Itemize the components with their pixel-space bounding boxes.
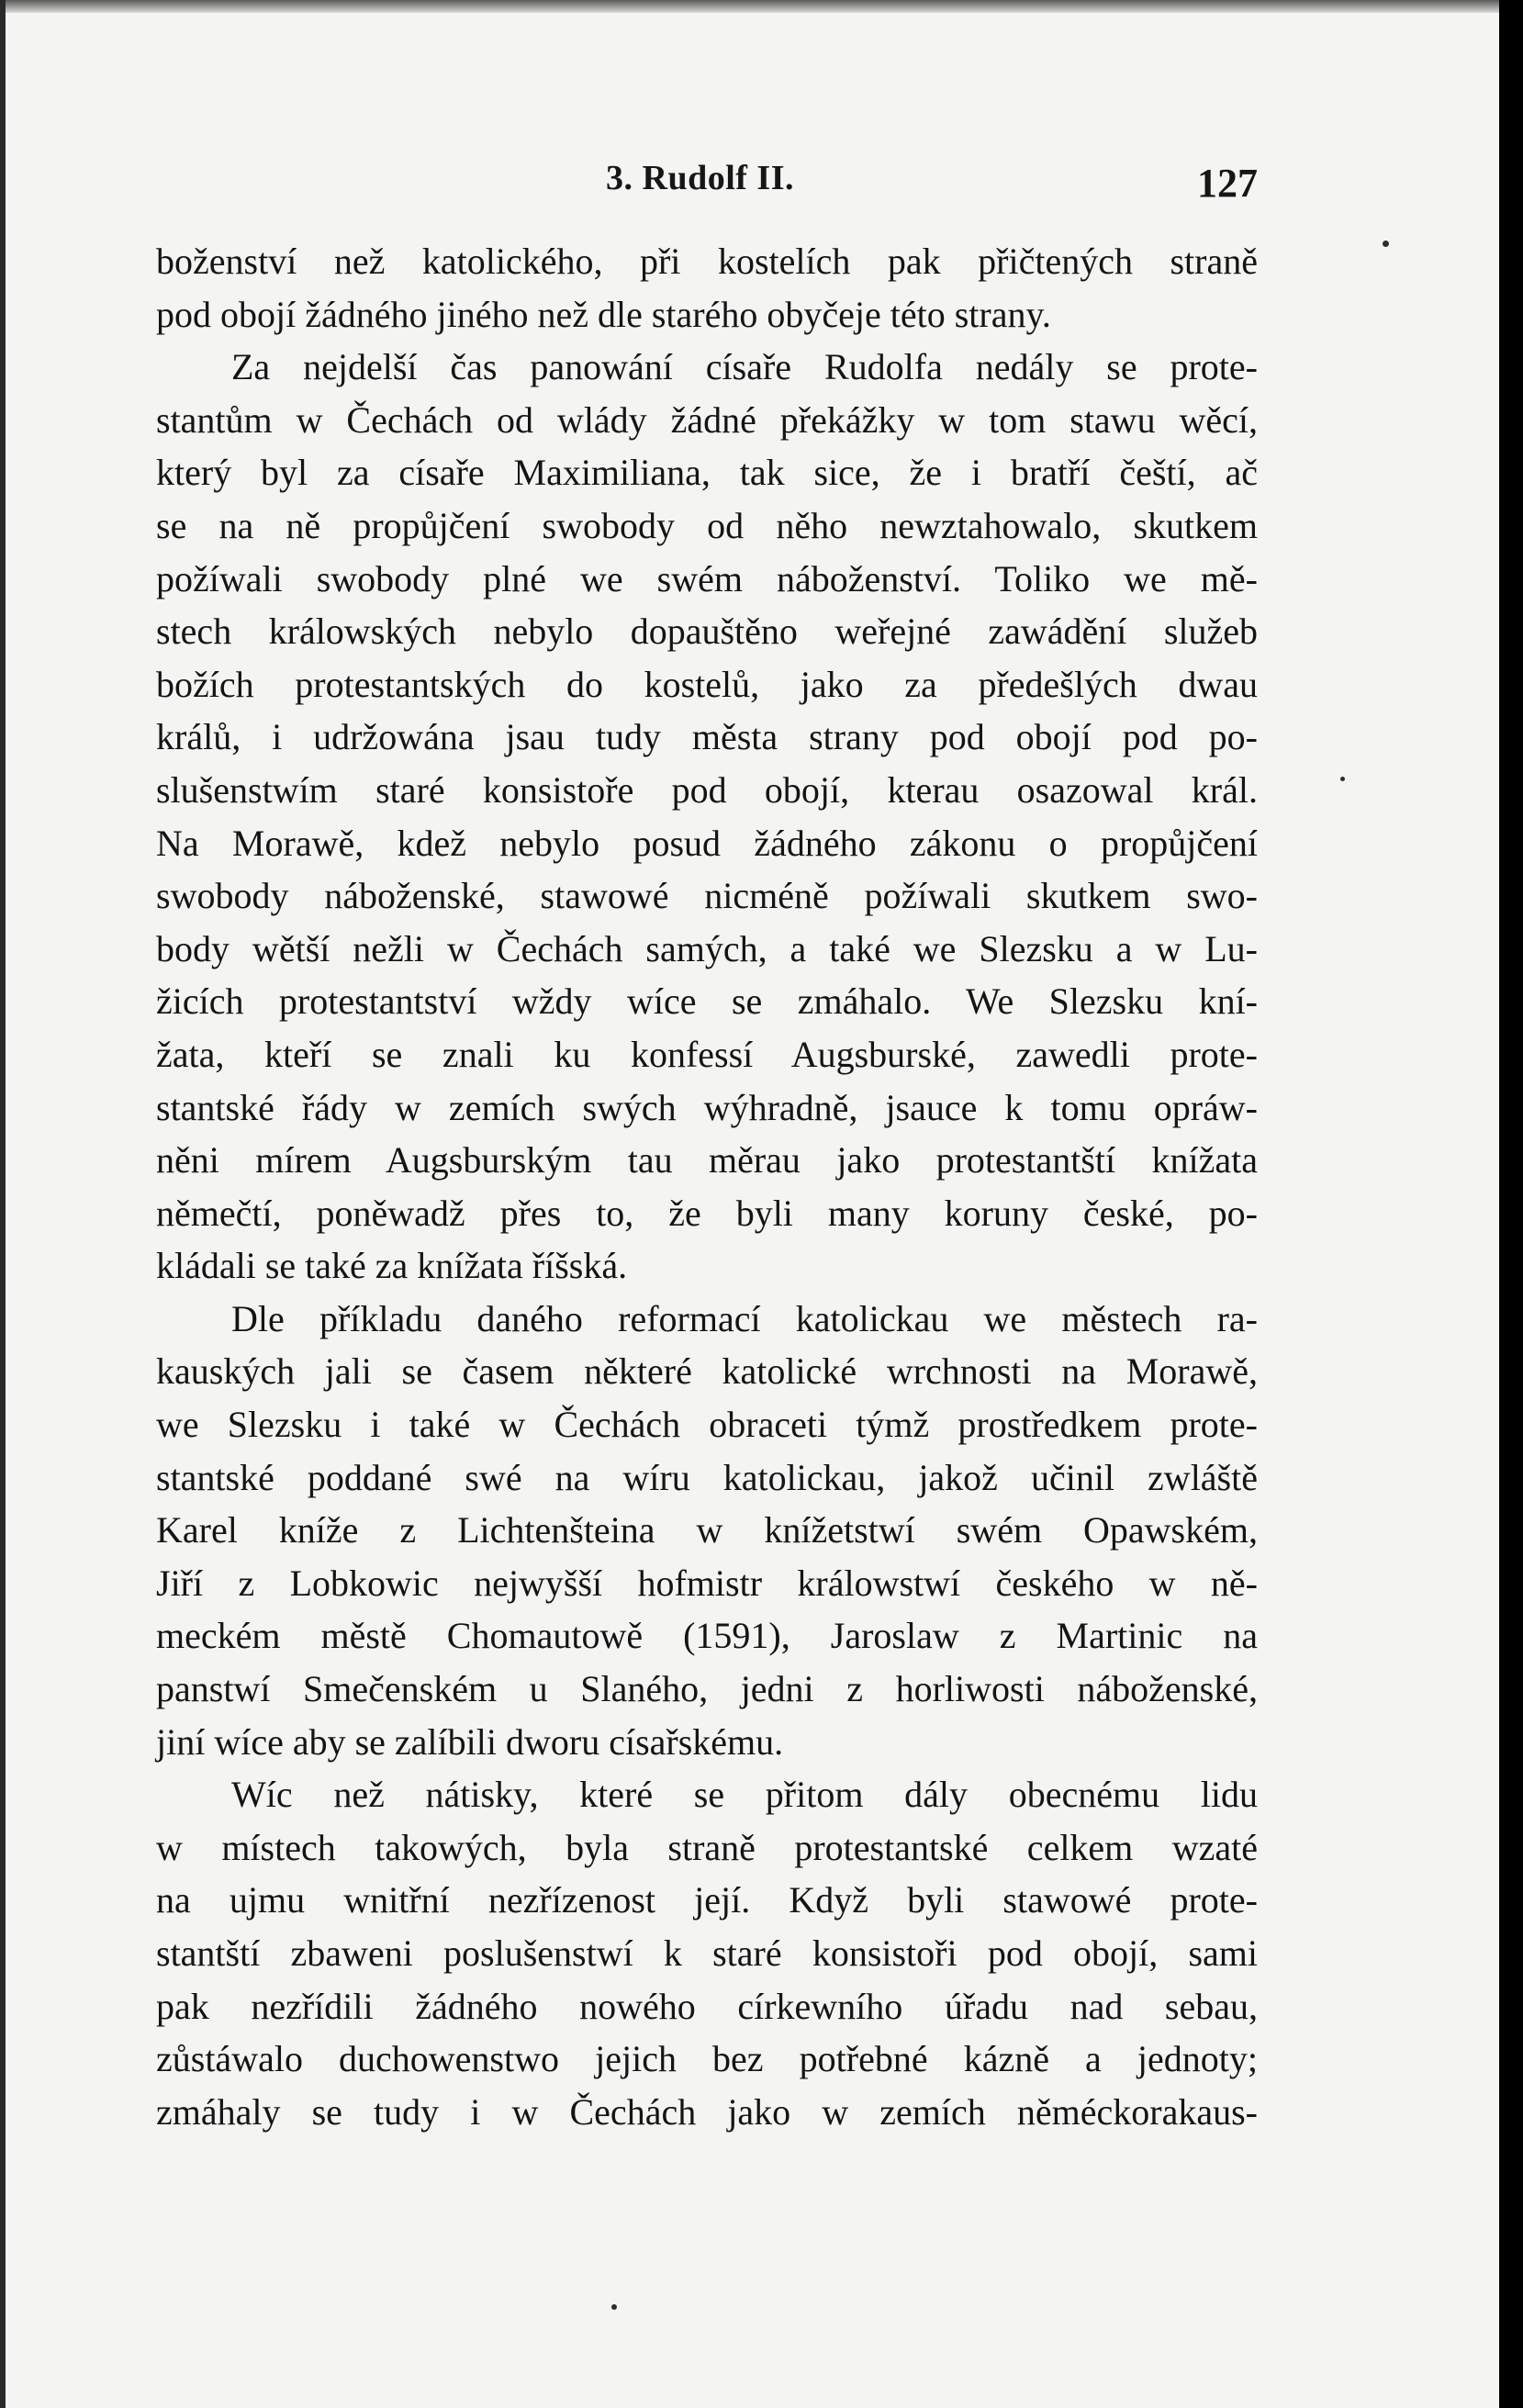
text-line: žata, kteří se znali ku konfessí Augsburské, zawedli prote- (156, 1033, 1258, 1075)
text-line: se na ně propůjčení swobody od něho newztahowalo, skutkem (156, 504, 1258, 546)
text-line: božích protestantských do kostelů, jako za předešlých dwau (156, 663, 1258, 705)
scan-speck (1340, 777, 1345, 781)
text-line: w místech takowých, byla straně protestantské celkem wzaté (156, 1826, 1258, 1868)
text-line: body wětší nežli w Čechách samých, a také we Slezsku a w Lu- (156, 927, 1258, 969)
scan-edge-right (1499, 0, 1523, 2408)
text-line: meckém městě Chomautowě (1591), Jaroslaw z Martinic na (156, 1615, 1258, 1657)
text-line: panstwí Smečenském u Slaného, jedni z horliwosti náboženské, (156, 1668, 1258, 1710)
text-line: kauských jali se časem některé katolické wrchnosti na Morawě, (156, 1350, 1258, 1393)
scan-speck (1383, 241, 1389, 247)
text-line: něni mírem Augsburským tau měrau jako protestantští knížata (156, 1139, 1258, 1182)
text-line: pod obojí žádného jiného než dle starého obyčeje této strany. (156, 293, 1051, 335)
text-line: swobody náboženské, stawowé nicméně požíwali skutkem swo- (156, 875, 1258, 917)
text-line: slušenstwím staré konsistoře pod obojí, kterau osazowal král. (156, 768, 1258, 811)
scan-edge-top (0, 0, 1523, 13)
text-line: žicích protestantství wždy wíce se zmáhalo. We Slezsku kní- (156, 980, 1258, 1023)
text-line: Dle příkladu daného reformací katolickau we městech ra- (231, 1297, 1258, 1339)
text-line: králů, i udržowána jsau tudy města strany pod obojí pod po- (156, 716, 1258, 758)
page-number: 127 (1197, 161, 1258, 206)
text-line: stantské řády w zemích swých wýhradně, jsauce k tomu opráw- (156, 1086, 1258, 1128)
text-line: boženství než katolického, při kostelích pak přičtených straně (156, 241, 1258, 282)
text-line: Wíc než nátisky, které se přitom dály obecnému lidu (231, 1774, 1258, 1816)
text-line: Karel kníže z Lichtenšteina w knížetstwí swém Opawském, (156, 1509, 1258, 1551)
text-line: na ujmu wnitřní nezřízenost její. Když byli stawowé prote- (156, 1879, 1258, 1921)
text-line: pak nezřídili žádného nowého církewního úřadu nad sebau, (156, 1985, 1258, 2027)
text-line: zmáhaly se tudy i w Čechách jako w zemích něméckorakaus- (156, 2090, 1258, 2133)
text-line: zůstáwalo duchowenstwo jejich bez potřebné kázně a jednoty; (156, 2038, 1258, 2080)
text-line: we Slezsku i také w Čechách obraceti týmž prostředkem prote- (156, 1404, 1258, 1446)
text-line: stantské poddané swé na wíru katolickau, jakož učinil zwláště (156, 1456, 1258, 1498)
text-line: Za nejdelší čas panowání císaře Rudolfa nedály se prote- (231, 346, 1258, 388)
text-line: požíwali swobody plné we swém náboženství. Toliko we mě- (156, 557, 1258, 599)
text-line: který byl za císaře Maximiliana, tak sice, že i bratří čeští, ač (156, 452, 1258, 494)
text-line: Na Morawě, kdež nebylo posud žádného zákonu o propůjčení (156, 822, 1258, 864)
text-line: stantům w Čechách od wlády žádné překážky w tom stawu wěcí, (156, 398, 1258, 441)
text-line: němečtí, poněwadž přes to, že byli many koruny české, po- (156, 1192, 1258, 1234)
text-line: stantští zbaweni poslušenstwí k staré konsistoři pod obojí, sami (156, 1932, 1258, 1974)
scan-edge-left (0, 0, 6, 2408)
body-text (156, 235, 1258, 2138)
page-header (156, 158, 1258, 213)
running-title: 3. Rudolf II. (606, 159, 794, 197)
text-line: stech králowských nebylo dopauštěno weřejné zawádění služeb (156, 610, 1258, 653)
text-line: jiní wíce aby se zalíbili dworu císařskému. (156, 1720, 784, 1763)
text-line: kládali se také za knížata říšská. (156, 1245, 628, 1287)
text-line: Jiří z Lobkowic nejwyšší hofmistr králowstwí českého w ně- (156, 1562, 1258, 1604)
scan-speck (611, 2304, 617, 2310)
